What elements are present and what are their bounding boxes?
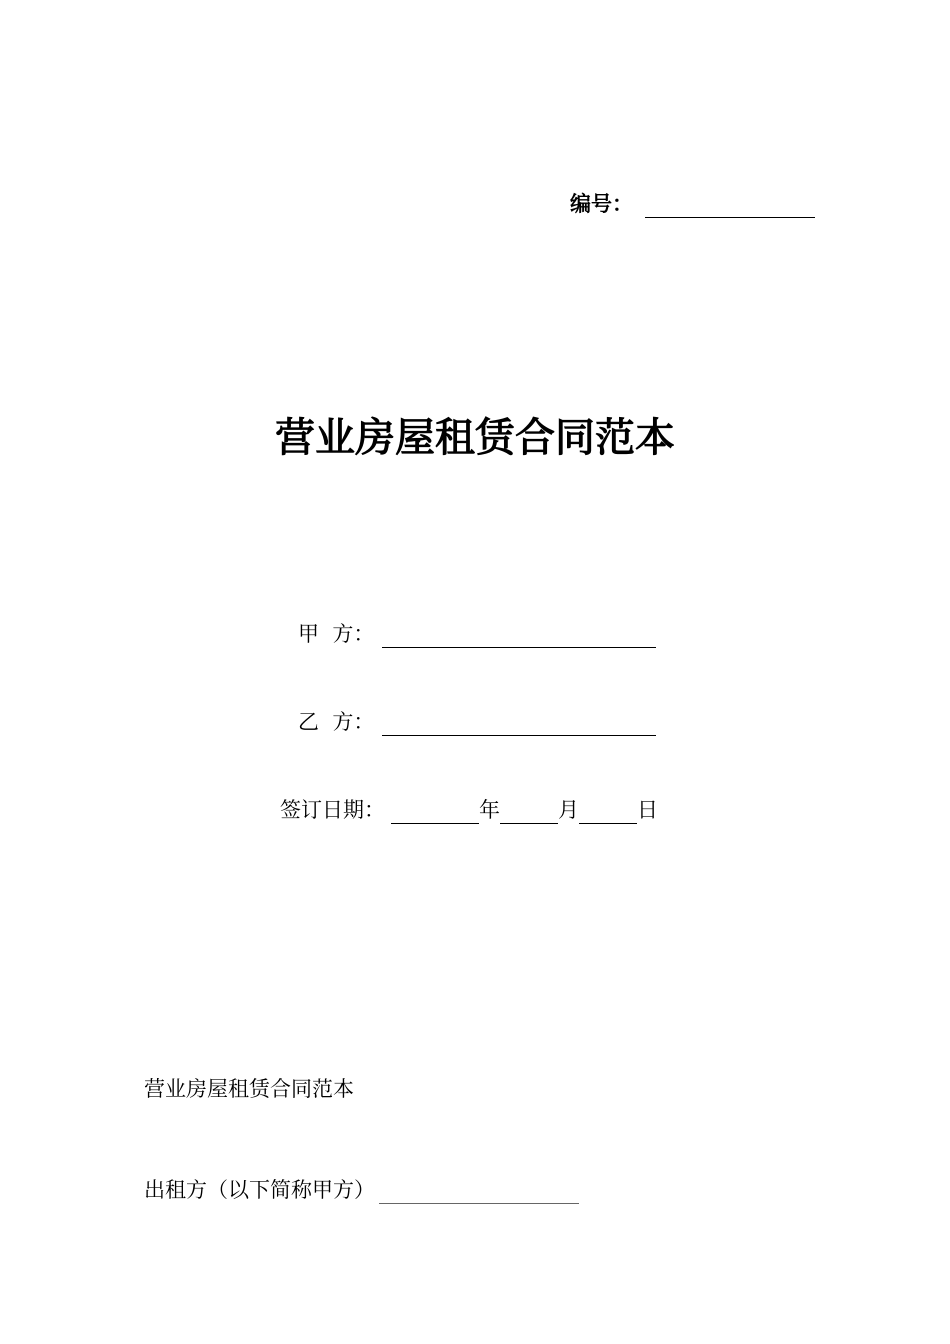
sign-date-label: 签订日期： xyxy=(280,798,385,822)
year-label: 年 xyxy=(479,798,500,822)
party-b-label: 乙 方： xyxy=(298,710,375,734)
lessor-blank[interactable] xyxy=(379,1185,579,1204)
year-blank[interactable] xyxy=(391,803,479,824)
party-a-field xyxy=(298,620,656,648)
serial-number-field xyxy=(570,190,815,218)
serial-number-label: 编号： xyxy=(570,192,633,216)
month-label: 月 xyxy=(558,798,579,822)
party-a-blank[interactable] xyxy=(382,627,656,648)
day-label: 日 xyxy=(637,798,658,822)
body-title: 营业房屋租赁合同范本 xyxy=(144,1077,354,1101)
party-b-field xyxy=(298,708,656,736)
lessor-label: 出租方（以下简称甲方） xyxy=(144,1178,375,1202)
sign-date-field xyxy=(280,796,658,824)
month-blank[interactable] xyxy=(500,803,558,824)
document-title: 营业房屋租赁合同范本 xyxy=(275,415,675,461)
party-b-blank[interactable] xyxy=(382,715,656,736)
party-a-label: 甲 方： xyxy=(298,622,375,646)
day-blank[interactable] xyxy=(579,803,637,824)
lessor-field xyxy=(144,1176,579,1204)
serial-number-blank[interactable] xyxy=(645,197,815,218)
